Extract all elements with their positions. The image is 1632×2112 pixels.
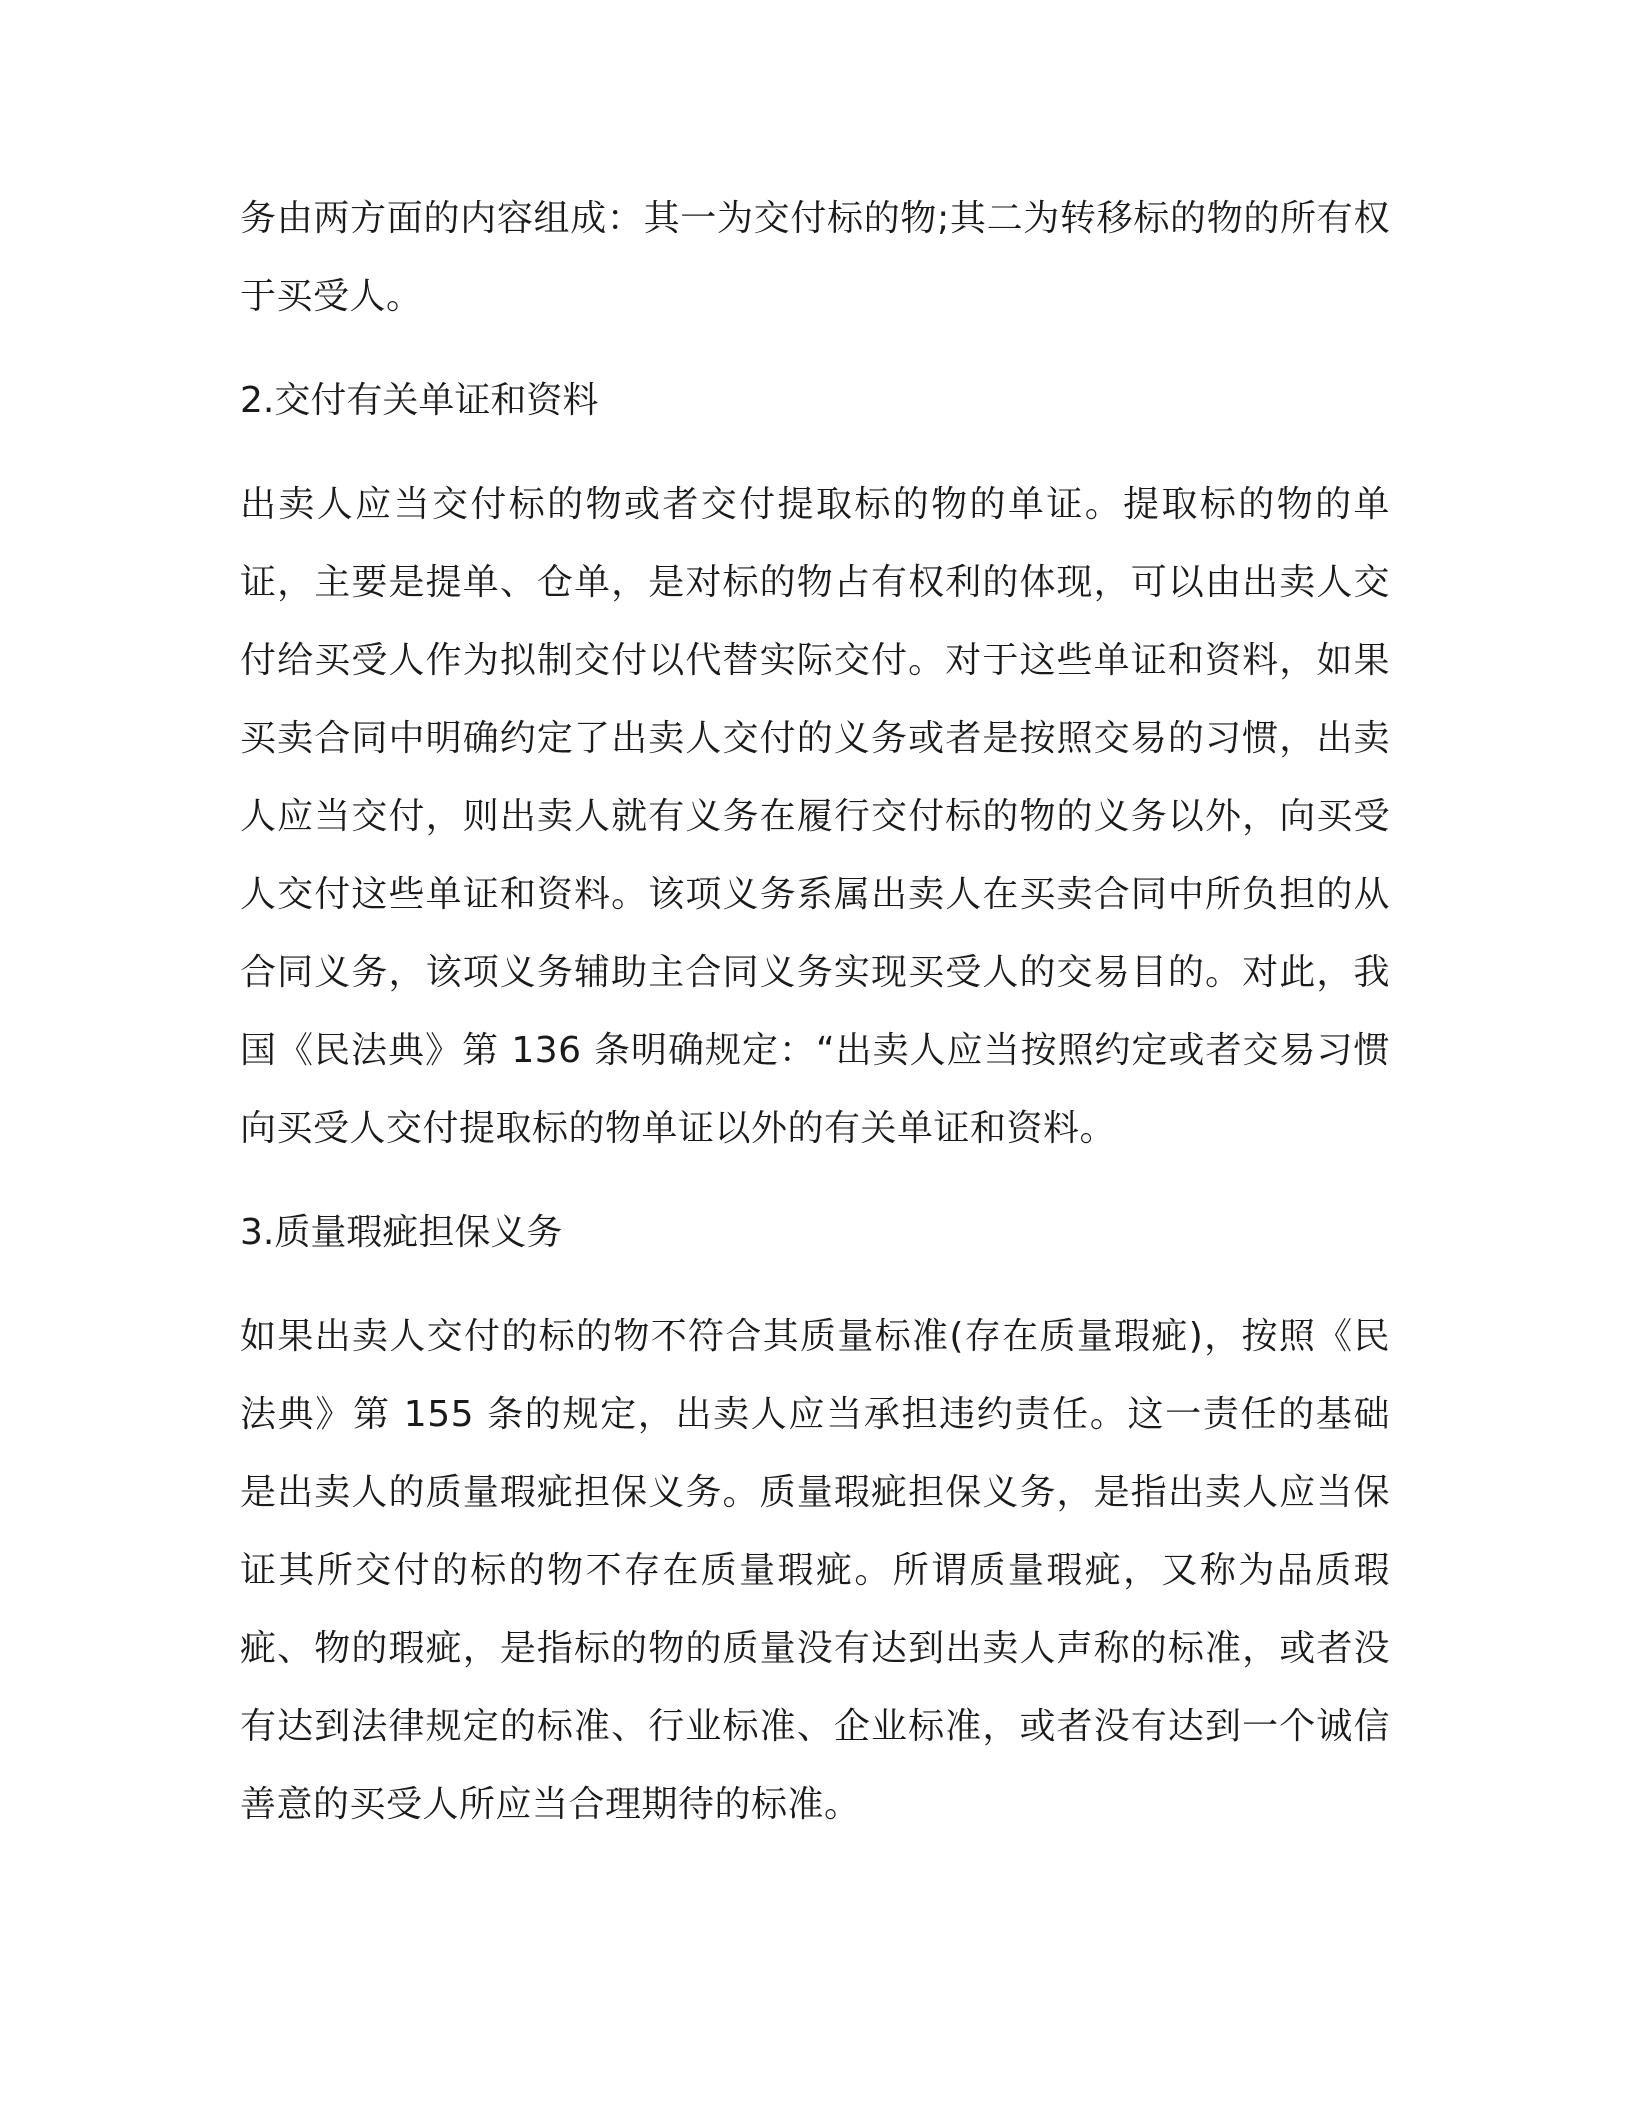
paragraph-quality-warranty: 如果出卖人交付的标的物不符合其质量标准(存在质量瑕疵)，按照《民法典》第 155 条的规定，出卖人应当承担违约责任。这一责任的基础是出卖人的质量瑕疵担保义务。质量瑕疵担保义务，是指出卖人应当保证其所交付的标的物不存在质量瑕疵。所谓质量瑕疵，又称为品质瑕疵、物的瑕疵，是指标的物的质量没有达到出卖人声称的标准，或者没有达到法律规定的标准、行业标准、企业标准，或者没有达到一个诚信善意的买受人所应当合理期待的标准。 <box>240 1316 1390 1825</box>
document-page <box>240 180 1390 1844</box>
paragraph-intro: 务由两方面的内容组成：其一为交付标的物;其二为转移标的物的所有权于买受人。 <box>240 198 1390 317</box>
heading-quality-warranty: 3.质量瑕疵担保义务 <box>240 1212 563 1253</box>
paragraph-delivery-documents: 出卖人应当交付标的物或者交付提取标的物的单证。提取标的物的单证，主要是提单、仓单，是对标的物占有权利的体现，可以由出卖人交付给买受人作为拟制交付以代替实际交付。对于这些单证和资料，如果买卖合同中明确约定了出卖人交付的义务或者是按照交易的习惯，出卖人应当交付，则出卖人就有义务在履行交付标的物的义务以外，向买受人交付这些单证和资料。该项义务系属出卖人在买卖合同中所负担的从合同义务，该项义务辅助主合同义务实现买受人的交易目的。对此，我国《民法典》第 136 条明确规定：“出卖人应当按照约定或者交易习惯向买受人交付提取标的物单证以外的有关单证和资料。 <box>240 484 1390 1149</box>
heading-delivery-documents: 2.交付有关单证和资料 <box>240 380 599 421</box>
